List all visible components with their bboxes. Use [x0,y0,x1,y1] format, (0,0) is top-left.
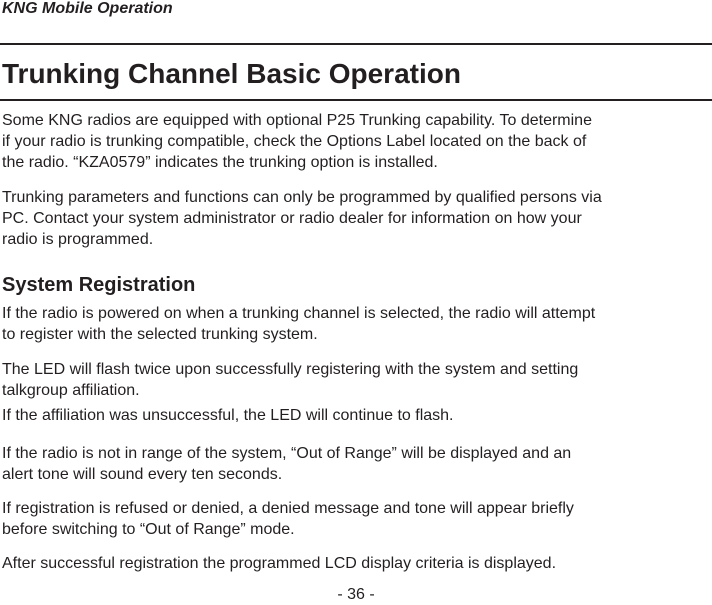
text-line: alert tone will sound every ten seconds. [2,466,283,483]
registration-paragraph-5 [2,498,710,540]
section-heading-system-registration: System Registration [2,274,196,296]
title-rule [0,99,712,101]
registration-paragraph-4 [2,443,710,485]
text-line: to register with the selected trunking system. [2,326,318,343]
text-line: talkgroup affiliation. [2,382,140,399]
text-line: After successful registration the programmed LCD display criteria is displayed. [2,555,557,572]
page-number: - 36 - [337,586,375,603]
registration-paragraph-1 [2,303,710,345]
text-line: If the affiliation was unsuccessful, the LED will continue to flash. [2,407,454,424]
registration-paragraph-6 [2,553,710,574]
text-line: If the radio is powered on when a trunking channel is selected, the radio will attempt [2,305,596,322]
text-line: if your radio is trunking compatible, check the Options Label located on the back of [2,133,587,150]
text-line: the radio. “KZA0579” indicates the trunking option is installed. [2,154,438,171]
text-line: before switching to “Out of Range” mode. [2,521,295,538]
running-header: KNG Mobile Operation [2,0,173,17]
text-line: Trunking parameters and functions can only be programmed by qualified persons via [2,189,602,206]
intro-paragraph-2 [2,187,710,250]
text-line: PC. Contact your system administrator or radio dealer for information on how your [2,210,582,227]
header-rule [0,43,712,45]
text-line: If the radio is not in range of the system, “Out of Range” will be displayed and an [2,445,572,462]
text-line: Some KNG radios are equipped with optional P25 Trunking capability. To determine [2,112,592,129]
text-line: radio is programmed. [2,231,154,248]
registration-paragraph-3 [2,405,710,426]
text-line: The LED will flash twice upon successfully registering with the system and setting [2,361,579,378]
page-title: Trunking Channel Basic Operation [2,58,461,89]
text-line: If registration is refused or denied, a denied message and tone will appear briefly [2,500,574,517]
registration-paragraph-2 [2,359,710,401]
intro-paragraph-1 [2,110,710,173]
